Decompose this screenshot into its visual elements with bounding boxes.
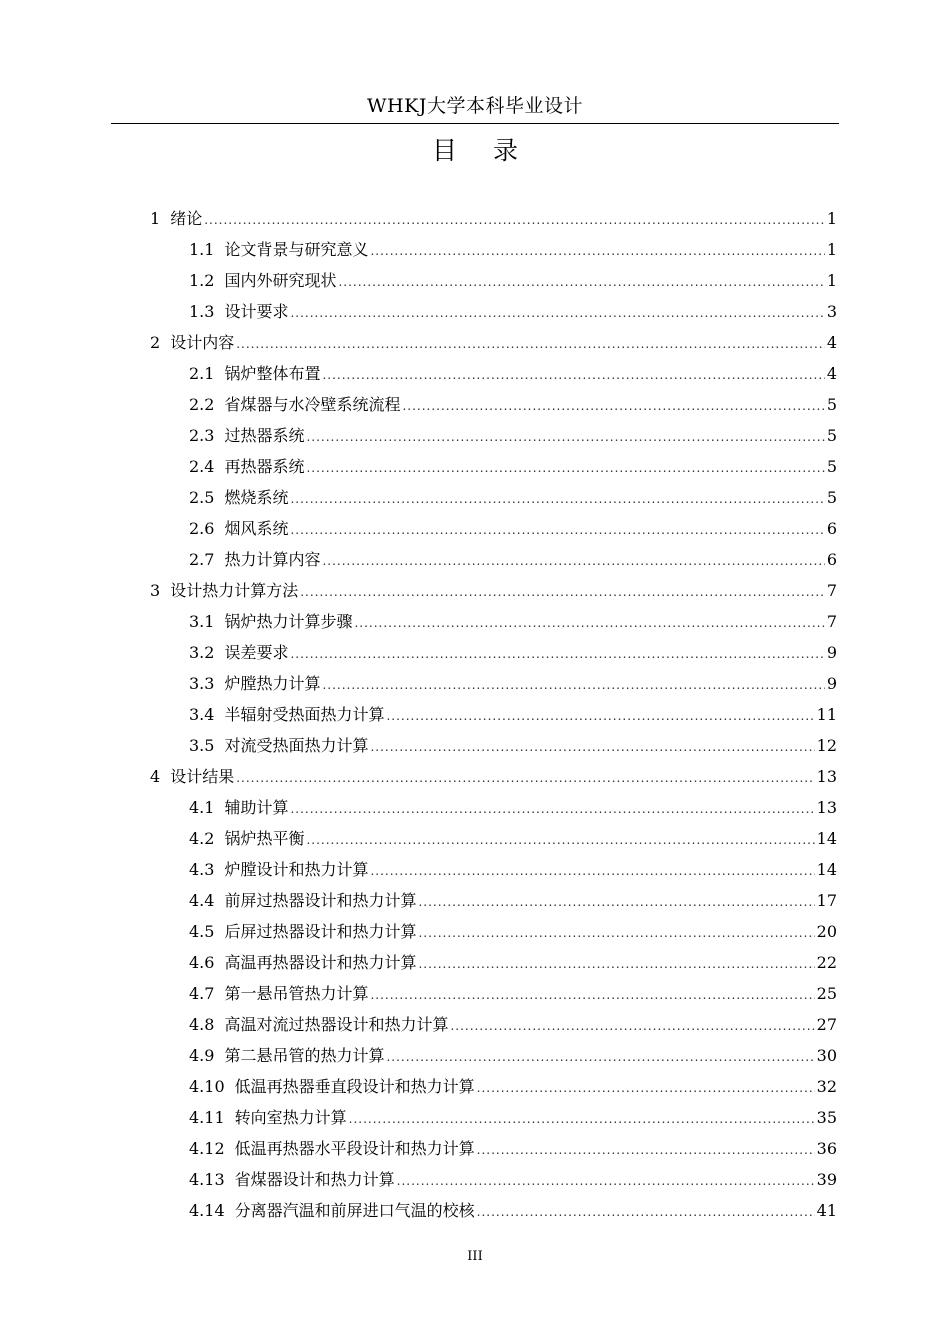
toc-entry[interactable] (150, 420, 837, 451)
toc-entry-title: 第一悬吊管热力计算 (224, 984, 369, 1003)
toc-entry-title: 前屏过热器设计和热力计算 (224, 891, 417, 910)
toc-entry-title: 转向室热力计算 (234, 1108, 347, 1127)
toc-entry-title: 后屏过热器设计和热力计算 (224, 922, 417, 941)
toc-entry-page: 41 (816, 1201, 837, 1220)
toc-dot-leader (386, 701, 814, 732)
toc-dot-leader (322, 546, 824, 577)
running-header-title: WHKJ大学本科毕业设计 (367, 95, 583, 117)
toc-entry-page: 4 (826, 333, 837, 352)
toc-entry[interactable] (150, 575, 837, 606)
toc-dot-leader (322, 670, 824, 701)
toc-entry-number: 1.1 (189, 240, 215, 259)
toc-entry[interactable] (150, 358, 837, 389)
toc-dot-leader (418, 918, 814, 949)
toc-entry[interactable] (150, 513, 837, 544)
toc-entry-page: 5 (826, 457, 837, 476)
toc-list (150, 203, 837, 1226)
toc-entry-title: 锅炉热力计算步骤 (224, 612, 353, 631)
toc-dot-leader (204, 205, 825, 236)
toc-entry-number: 3 (150, 581, 161, 600)
toc-entry-title: 论文背景与研究意义 (224, 240, 369, 259)
toc-entry-number: 2.6 (189, 519, 215, 538)
toc-entry-number: 4.8 (189, 1015, 215, 1034)
toc-entry-title: 热力计算内容 (224, 550, 321, 569)
toc-entry-page: 4 (826, 364, 837, 383)
toc-entry-page: 7 (826, 581, 837, 600)
toc-entry[interactable] (150, 792, 837, 823)
toc-entry[interactable] (150, 699, 837, 730)
toc-entry[interactable] (150, 1102, 837, 1133)
toc-dot-leader (290, 794, 814, 825)
toc-entry-page: 9 (826, 674, 837, 693)
toc-entry-number: 4.10 (189, 1077, 225, 1096)
toc-entry-title: 绪论 (170, 209, 203, 228)
toc-entry-number: 3.3 (189, 674, 215, 693)
toc-entry-title: 低温再热器水平段设计和热力计算 (234, 1139, 475, 1158)
toc-entry-title: 烟风系统 (224, 519, 289, 538)
toc-dot-leader (290, 484, 824, 515)
toc-entry-page: 17 (816, 891, 837, 910)
toc-dot-leader (450, 1011, 814, 1042)
toc-entry-page: 1 (826, 209, 837, 228)
toc-dot-leader (300, 577, 825, 608)
toc-entry-number: 1.3 (189, 302, 215, 321)
toc-entry-number: 2.7 (189, 550, 215, 569)
toc-dot-leader (236, 329, 825, 360)
toc-entry[interactable] (150, 1195, 837, 1226)
toc-dot-leader (354, 608, 824, 639)
toc-dot-leader (418, 949, 814, 980)
toc-entry-title: 设计内容 (170, 333, 235, 352)
toc-entry-title: 炉膛设计和热力计算 (224, 860, 369, 879)
toc-entry[interactable] (150, 1133, 837, 1164)
header-rule (111, 123, 839, 124)
page-number: III (467, 1249, 483, 1264)
toc-entry-page: 35 (816, 1108, 837, 1127)
toc-dot-leader (477, 1197, 815, 1228)
toc-dot-leader (477, 1135, 815, 1166)
toc-entry-page: 6 (826, 519, 837, 538)
toc-entry-page: 7 (826, 612, 837, 631)
toc-entry-number: 4.3 (189, 860, 215, 879)
toc-entry-number: 4.9 (189, 1046, 215, 1065)
toc-entry-title: 锅炉整体布置 (224, 364, 321, 383)
toc-entry-page: 30 (816, 1046, 837, 1065)
toc-entry-title: 燃烧系统 (224, 488, 289, 507)
toc-entry[interactable] (150, 885, 837, 916)
toc-entry-title: 设计要求 (224, 302, 289, 321)
toc-entry[interactable] (150, 1009, 837, 1040)
toc-entry[interactable] (150, 978, 837, 1009)
toc-entry-title: 省煤器与水冷壁系统流程 (224, 395, 401, 414)
toc-dot-leader (290, 298, 824, 329)
toc-entry[interactable] (150, 947, 837, 978)
toc-dot-leader (290, 515, 824, 546)
toc-entry-page: 14 (816, 860, 837, 879)
toc-entry-number: 3.4 (189, 705, 215, 724)
toc-dot-leader (477, 1073, 815, 1104)
toc-entry[interactable] (150, 451, 837, 482)
toc-entry-page: 25 (816, 984, 837, 1003)
toc-entry-title: 设计热力计算方法 (170, 581, 299, 600)
toc-entry-title: 再热器系统 (224, 457, 305, 476)
toc-entry-page: 5 (826, 395, 837, 414)
toc-dot-leader (322, 360, 824, 391)
toc-entry-title: 锅炉热平衡 (224, 829, 305, 848)
toc-entry-number: 4.7 (189, 984, 215, 1003)
toc-entry-page: 39 (816, 1170, 837, 1189)
toc-entry-number: 3.2 (189, 643, 215, 662)
toc-entry-number: 4.14 (189, 1201, 225, 1220)
toc-entry-title: 设计结果 (170, 767, 235, 786)
toc-entry-title: 高温对流过热器设计和热力计算 (224, 1015, 449, 1034)
toc-entry-page: 22 (816, 953, 837, 972)
toc-entry-number: 4.4 (189, 891, 215, 910)
toc-dot-leader (370, 236, 824, 267)
toc-title: 目 录 (432, 136, 532, 165)
toc-entry-page: 20 (816, 922, 837, 941)
toc-entry-number: 2.2 (189, 395, 215, 414)
toc-entry-page: 1 (826, 271, 837, 290)
toc-entry[interactable] (150, 730, 837, 761)
toc-entry[interactable] (150, 1071, 837, 1102)
toc-dot-leader (349, 1104, 815, 1135)
toc-entry[interactable] (150, 544, 837, 575)
toc-entry[interactable] (150, 234, 837, 265)
toc-entry-number: 4.2 (189, 829, 215, 848)
toc-entry-page: 5 (826, 488, 837, 507)
toc-entry-title: 高温再热器设计和热力计算 (224, 953, 417, 972)
toc-dot-leader (338, 267, 824, 298)
toc-entry[interactable] (150, 203, 837, 234)
toc-entry-title: 分离器汽温和前屏进口气温的校核 (234, 1201, 475, 1220)
toc-entry-page: 5 (826, 426, 837, 445)
toc-entry-number: 1.2 (189, 271, 215, 290)
toc-entry-number: 1 (150, 209, 161, 228)
toc-entry-number: 4 (150, 767, 161, 786)
toc-entry-number: 3.5 (189, 736, 215, 755)
toc-entry[interactable] (150, 1164, 837, 1195)
toc-entry[interactable] (150, 637, 837, 668)
toc-entry-page: 3 (826, 302, 837, 321)
toc-dot-leader (418, 887, 814, 918)
toc-dot-leader (370, 856, 814, 887)
toc-entry[interactable] (150, 482, 837, 513)
toc-entry-title: 对流受热面热力计算 (224, 736, 369, 755)
toc-dot-leader (306, 422, 824, 453)
toc-entry-title: 低温再热器垂直段设计和热力计算 (234, 1077, 475, 1096)
toc-entry-number: 4.13 (189, 1170, 225, 1189)
toc-entry-number: 2.3 (189, 426, 215, 445)
toc-entry-page: 11 (816, 705, 837, 724)
toc-entry-page: 27 (816, 1015, 837, 1034)
toc-entry-page: 36 (816, 1139, 837, 1158)
toc-dot-leader (370, 732, 814, 763)
toc-entry[interactable] (150, 606, 837, 637)
toc-dot-leader (386, 1042, 814, 1073)
toc-entry-number: 4.1 (189, 798, 215, 817)
toc-entry-title: 半辐射受热面热力计算 (224, 705, 385, 724)
toc-dot-leader (306, 453, 824, 484)
toc-entry[interactable] (150, 327, 837, 358)
toc-entry-title: 国内外研究现状 (224, 271, 337, 290)
toc-entry[interactable] (150, 265, 837, 296)
toc-entry-page: 1 (826, 240, 837, 259)
toc-entry-number: 2.5 (189, 488, 215, 507)
toc-entry[interactable] (150, 296, 837, 327)
toc-entry-number: 4.6 (189, 953, 215, 972)
toc-dot-leader (370, 980, 814, 1011)
toc-entry-title: 炉膛热力计算 (224, 674, 321, 693)
toc-entry[interactable] (150, 916, 837, 947)
toc-dot-leader (290, 639, 824, 670)
toc-entry-page: 12 (816, 736, 837, 755)
toc-entry[interactable] (150, 823, 837, 854)
toc-dot-leader (236, 763, 814, 794)
toc-entry-number: 2.1 (189, 364, 215, 383)
toc-entry-title: 辅助计算 (224, 798, 289, 817)
toc-entry-page: 32 (816, 1077, 837, 1096)
toc-entry[interactable] (150, 389, 837, 420)
toc-dot-leader (402, 391, 824, 422)
toc-entry[interactable] (150, 854, 837, 885)
toc-entry[interactable] (150, 1040, 837, 1071)
toc-entry-page: 14 (816, 829, 837, 848)
toc-entry-number: 4.12 (189, 1139, 225, 1158)
toc-entry-number: 4.11 (189, 1108, 225, 1127)
toc-entry-number: 4.5 (189, 922, 215, 941)
toc-entry-number: 2.4 (189, 457, 215, 476)
toc-entry-number: 2 (150, 333, 161, 352)
toc-entry-number: 3.1 (189, 612, 215, 631)
toc-entry-title: 省煤器设计和热力计算 (234, 1170, 395, 1189)
toc-dot-leader (397, 1166, 815, 1197)
toc-entry-page: 13 (816, 798, 837, 817)
toc-entry[interactable] (150, 668, 837, 699)
toc-entry-page: 6 (826, 550, 837, 569)
toc-dot-leader (306, 825, 814, 856)
toc-entry-title: 过热器系统 (224, 426, 305, 445)
toc-entry-page: 9 (826, 643, 837, 662)
toc-entry-title: 误差要求 (224, 643, 289, 662)
toc-entry-title: 第二悬吊管的热力计算 (224, 1046, 385, 1065)
toc-entry[interactable] (150, 761, 837, 792)
toc-entry-page: 13 (816, 767, 837, 786)
